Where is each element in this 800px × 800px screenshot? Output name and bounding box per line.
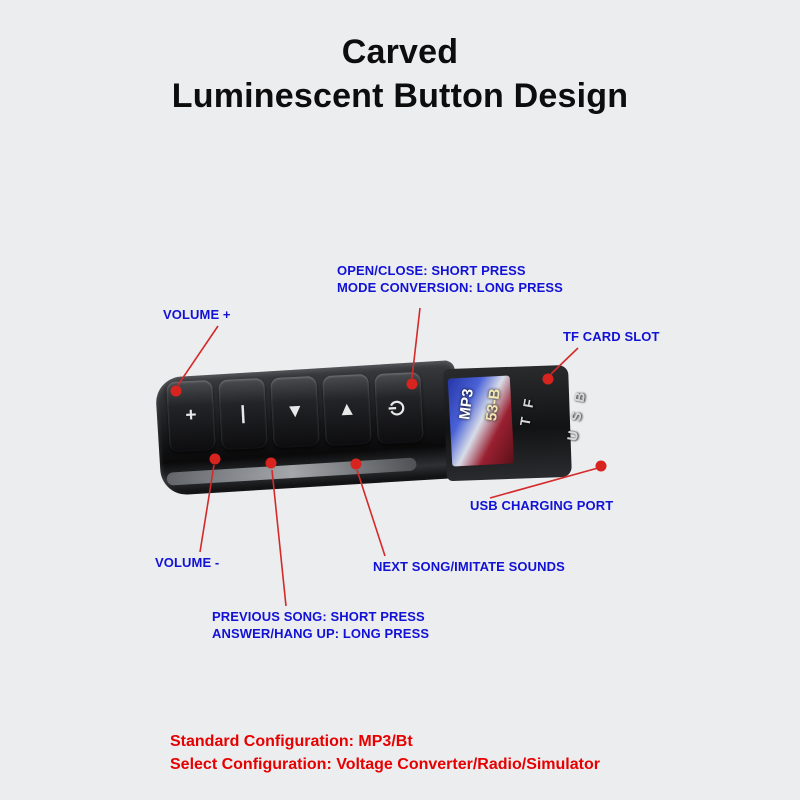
mp3-chip-label-right: 53-B <box>483 387 504 422</box>
callout-open-close <box>337 262 563 296</box>
callout-tf-card-slot-text: TF CARD SLOT <box>563 329 660 344</box>
next-song-button[interactable] <box>322 374 372 446</box>
page-title-line-2: Luminescent Button Design <box>171 77 629 115</box>
callout-volume-up <box>163 306 231 323</box>
callout-open-close-line-2: MODE CONVERSION: LONG PRESS <box>337 280 563 295</box>
callout-open-close-line-1: OPEN/CLOSE: SHORT PRESS <box>337 263 526 278</box>
callout-usb-charging-port-text: USB CHARGING PORT <box>470 498 614 513</box>
power-mode-button[interactable] <box>374 372 424 444</box>
configuration-select: Select Configuration: Voltage Converter/Radio/Simulator <box>170 756 600 773</box>
configuration-notes <box>170 730 600 776</box>
next-song-glyph: ▲ <box>337 398 357 421</box>
callout-volume-up-text: VOLUME + <box>163 307 231 322</box>
usb-port-label: U S B <box>563 387 589 443</box>
previous-song-button[interactable] <box>270 376 320 448</box>
page-title <box>0 30 800 118</box>
tf-card-slot-label: T F <box>516 394 538 428</box>
callout-previous-song <box>212 608 429 642</box>
callout-volume-down-text: VOLUME - <box>155 555 220 570</box>
callout-previous-song-line-2: ANSWER/HANG UP: LONG PRESS <box>212 626 430 641</box>
product-illustration <box>150 355 620 505</box>
callout-volume-down <box>155 554 219 571</box>
volume-up-button[interactable] <box>166 380 216 452</box>
mp3-chip-label-left: MP3 <box>456 387 477 421</box>
power-icon: ⏻ <box>387 399 410 417</box>
callout-next-song <box>373 558 565 575</box>
previous-song-glyph: ▼ <box>285 400 305 423</box>
callout-next-song-text: NEXT SONG/IMITATE SOUNDS <box>373 559 565 574</box>
mp3-module-chip <box>448 375 515 466</box>
volume-up-glyph: + <box>184 404 198 427</box>
callout-usb-charging-port <box>470 497 613 514</box>
volume-down-button[interactable] <box>218 378 268 450</box>
volume-down-glyph: | <box>239 402 247 425</box>
callout-previous-song-line-1: PREVIOUS SONG: SHORT PRESS <box>212 609 425 624</box>
page-title-line-1: Carved <box>341 33 459 71</box>
callout-tf-card-slot <box>563 328 660 345</box>
configuration-standard: Standard Configuration: MP3/Bt <box>170 733 413 750</box>
